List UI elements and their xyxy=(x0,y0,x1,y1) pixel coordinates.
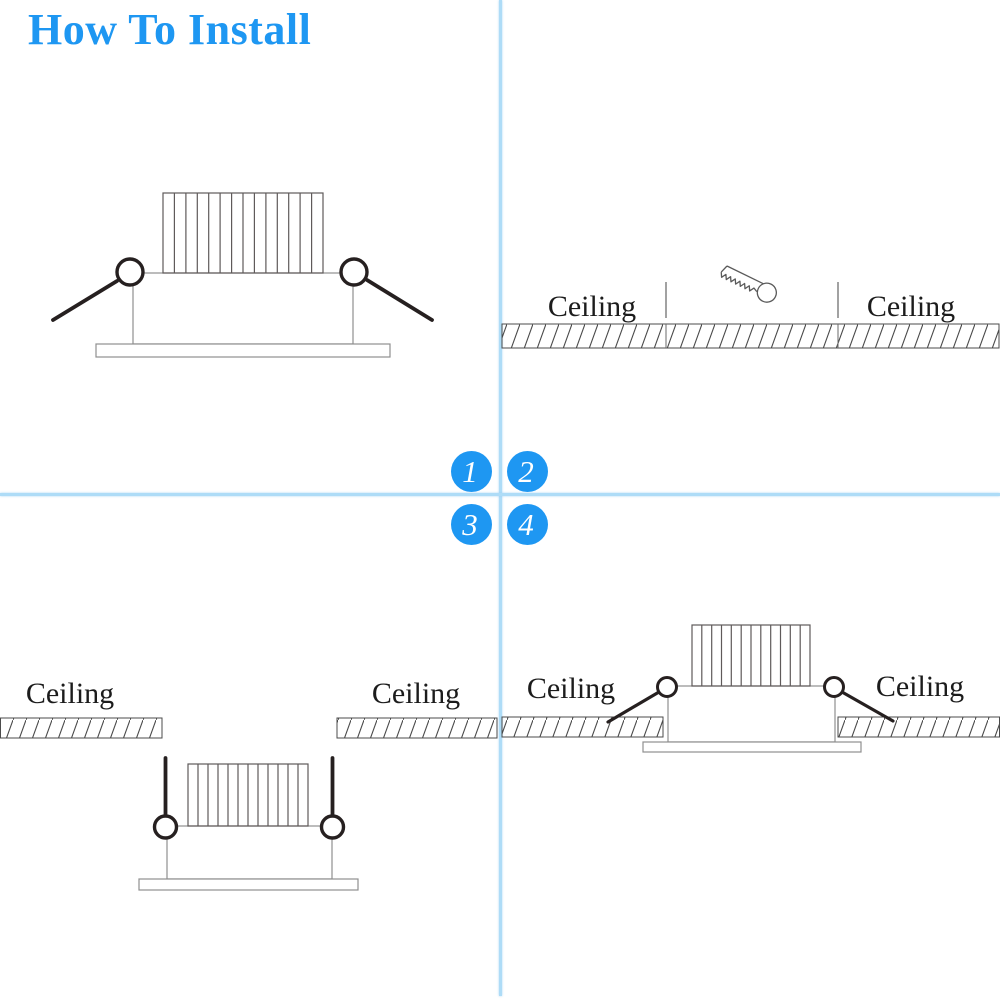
spring-pivot-right xyxy=(341,259,367,285)
ceiling-label: Ceiling xyxy=(866,290,956,323)
spring-pivot-right xyxy=(322,816,344,838)
heatsink xyxy=(163,193,323,273)
ceiling-strip-right xyxy=(337,718,497,738)
spring-clip-left xyxy=(53,281,117,320)
ceiling-strip-right xyxy=(838,717,1000,737)
downlight-step1-diagram xyxy=(53,193,432,357)
ceiling-label: Ceiling xyxy=(526,672,616,705)
heatsink xyxy=(692,625,810,686)
spring-pivot-left xyxy=(658,678,677,697)
downlight-step3-diagram xyxy=(1,718,498,890)
lamp-body xyxy=(668,686,835,742)
ceiling-label: Ceiling xyxy=(875,670,965,703)
spring-pivot-left xyxy=(155,816,177,838)
ceiling-strip xyxy=(502,324,999,348)
lamp-trim-flange xyxy=(139,879,358,890)
ceiling-label: Ceiling xyxy=(547,290,637,323)
ceiling-strip-left xyxy=(1,718,163,738)
step-badge-3: 3 xyxy=(451,504,492,545)
lamp-trim-flange xyxy=(96,344,390,357)
saw-icon xyxy=(718,262,780,305)
ceiling-strip-left xyxy=(502,717,663,737)
ceiling-label: Ceiling xyxy=(25,677,115,710)
spring-pivot-right xyxy=(825,678,844,697)
lamp-body xyxy=(167,826,332,879)
page-title: How To Install xyxy=(28,5,312,54)
heatsink xyxy=(188,764,308,826)
lamp-trim-flange xyxy=(643,742,861,752)
step-badge-2: 2 xyxy=(507,451,548,492)
spring-clip-right xyxy=(367,280,432,320)
step-badge-1: 1 xyxy=(451,451,492,492)
spring-pivot-left xyxy=(117,259,143,285)
lamp-body xyxy=(133,273,353,344)
ceiling-label: Ceiling xyxy=(371,677,461,710)
step-badge-4: 4 xyxy=(507,504,548,545)
